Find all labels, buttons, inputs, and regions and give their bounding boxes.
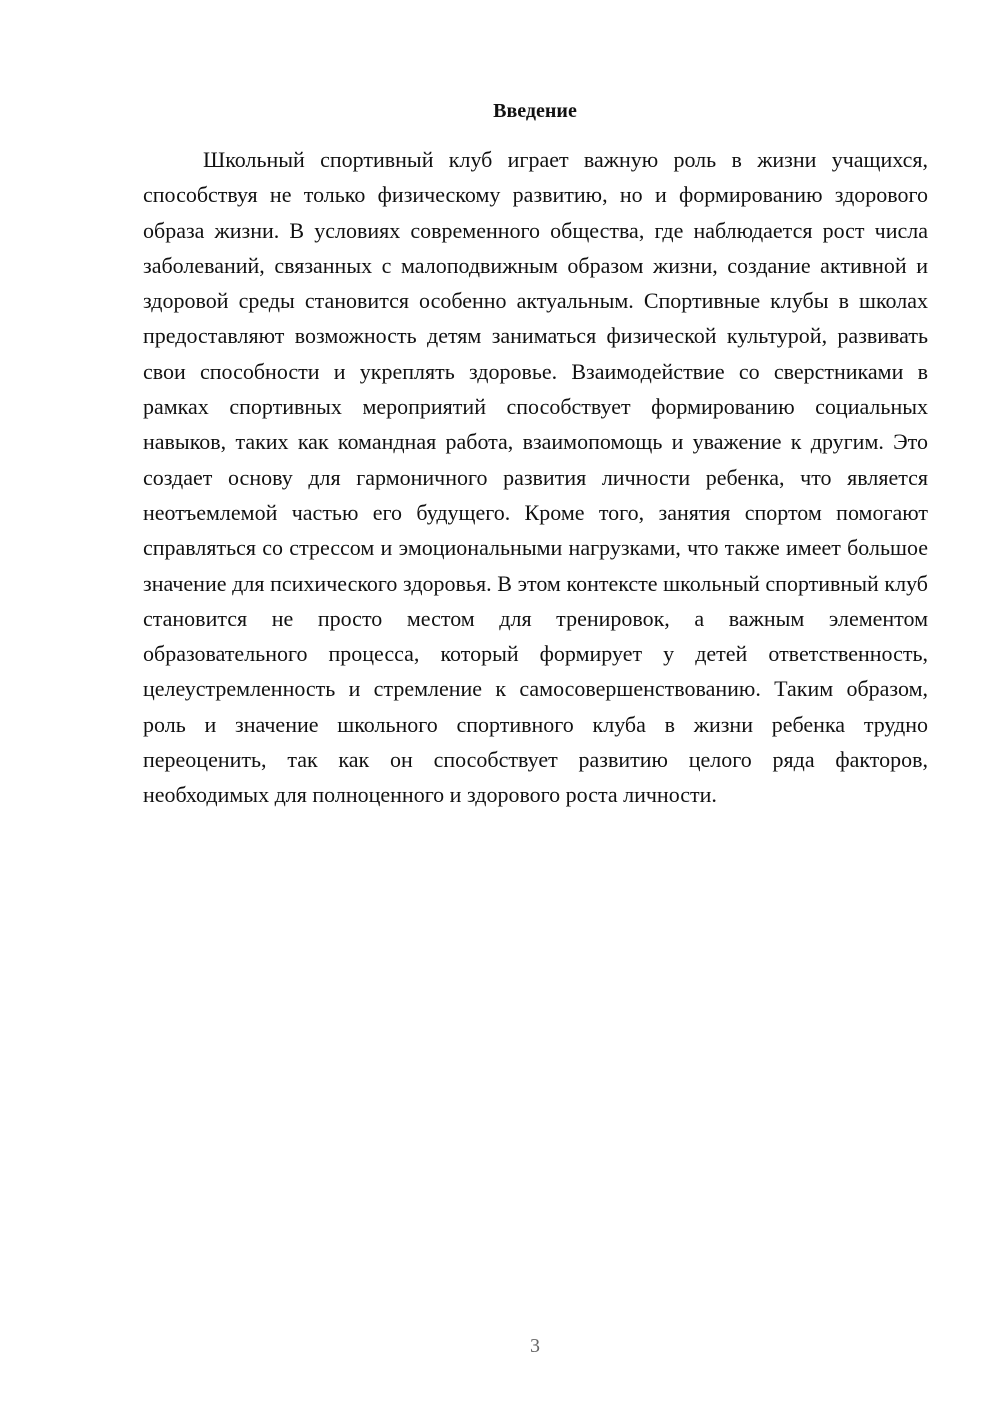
page-number: 3: [530, 1335, 540, 1357]
body-paragraph: Школьный спортивный клуб играет важную роль в жизни учащихся, способствуя не только физическому развитию, но и формированию здорового образа жизни. В условиях современного общества, где наблюдается рост числа заболеваний, связанных с малоподвижным образом жизни, создание активной и здоровой среды становится особенно актуальным. Спортивные клубы в школах предоставляют возможность детям заниматься физической культурой, развивать свои способности и укреплять здоровье. Взаимодействие со сверстниками в рамках спортивных мероприятий способствует формированию социальных навыков, таких как командная работа, взаимопомощь и уважение к другим. Это создает основу для гармоничного развития личности ребенка, что является неотъемлемой частью его будущего. Кроме того, занятия спортом помогают справляться со стрессом и эмоциональными нагрузками, что также имеет большое значение для психического здоровья. В этом контексте школьный спортивный клуб становится не просто местом для тренировок, а важным элементом образовательного процесса, который формирует у детей ответственность, целеустремленность и стремление к самосовершенствованию. Таким образом, роль и значение школьного спортивного клуба в жизни ребенка трудно переоценить, так как он способствует развитию целого ряда факторов, необходимых для полноценного и здорового роста личности.: [143, 147, 928, 808]
page-title: Введение: [493, 100, 577, 122]
